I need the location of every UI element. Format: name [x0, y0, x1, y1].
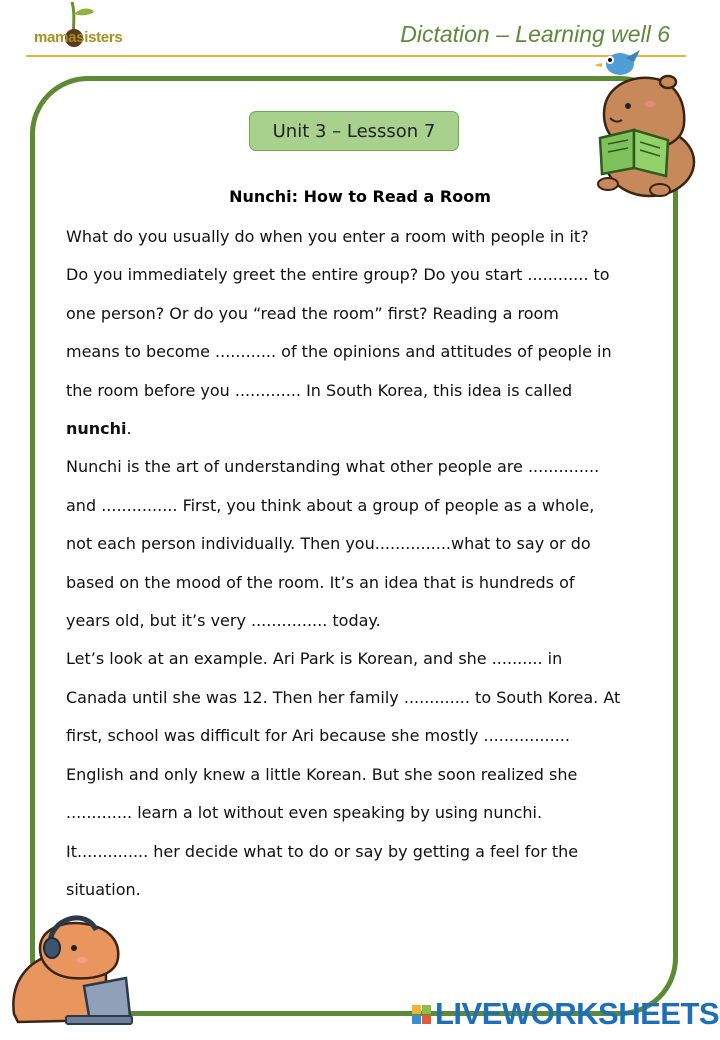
passage-line: English and only knew a little Korean. But she soon realized she	[66, 764, 578, 784]
passage-line: not each person individually. Then you...............what to say or do	[66, 534, 591, 554]
capybara-laptop-illustration	[6, 904, 136, 1032]
logo-text: mamasisters	[34, 29, 123, 46]
brand-text: LIVEWORKSHEETS	[435, 996, 720, 1031]
liveworksheets-logo-mark	[412, 1005, 431, 1024]
passage-line: Do you immediately greet the entire group? Do you start ............ to	[66, 265, 610, 285]
passage-line: Nunchi is the art of understanding what other people are ..............	[66, 457, 600, 477]
passage-line: It.............. her decide what to do or say by getting a feel for the	[66, 841, 579, 861]
passage-line-keyword	[66, 410, 662, 448]
keyword-tail: .	[126, 419, 132, 439]
keyword-nunchi: nunchi	[66, 419, 127, 439]
unit-lesson-text: Unit 3 – Lessson 7	[272, 120, 436, 142]
passage-line: and ............... First, you think about a group of people as a whole,	[66, 495, 595, 515]
dictation-passage	[66, 218, 662, 909]
passage-line: means to become ............ of the opinions and attitudes of people in	[66, 342, 612, 362]
passage-line: first, school was difficult for Ari because she mostly .................	[66, 726, 570, 746]
passage-line: the room before you ............. In South Korea, this idea is called	[66, 380, 573, 400]
mamasisters-logo	[32, 0, 132, 56]
passage-line: one person? Or do you “read the room” first? Reading a room	[66, 303, 559, 323]
passage-line: Canada until she was 12. Then her family ............. to South Korea. At	[66, 687, 621, 707]
passage-line: ............. learn a lot without even speaking by using nunchi.	[66, 803, 543, 823]
passage-line: based on the mood of the room. It’s an idea that is hundreds of	[66, 572, 575, 592]
passage-line: situation.	[66, 879, 141, 899]
story-title: Nunchi: How to Read a Room	[229, 187, 491, 206]
unit-lesson-label	[249, 111, 459, 151]
header-divider	[26, 55, 686, 57]
capybara-reading-illustration	[588, 44, 698, 203]
liveworksheets-brand	[412, 996, 719, 1032]
passage-line: What do you usually do when you enter a room with people in it?	[66, 227, 589, 246]
passage-line: Let’s look at an example. Ari Park is Korean, and she .......... in	[66, 649, 563, 669]
passage-line: years old, but it’s very ............... today.	[66, 611, 381, 631]
page-header-title: Dictation – Learning well 6	[400, 21, 670, 47]
sprout-icon	[32, 0, 132, 56]
